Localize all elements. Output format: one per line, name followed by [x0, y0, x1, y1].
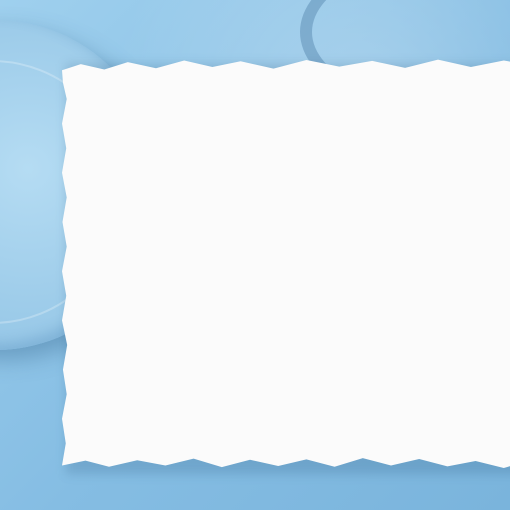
torn-paper-sheet	[62, 58, 510, 468]
